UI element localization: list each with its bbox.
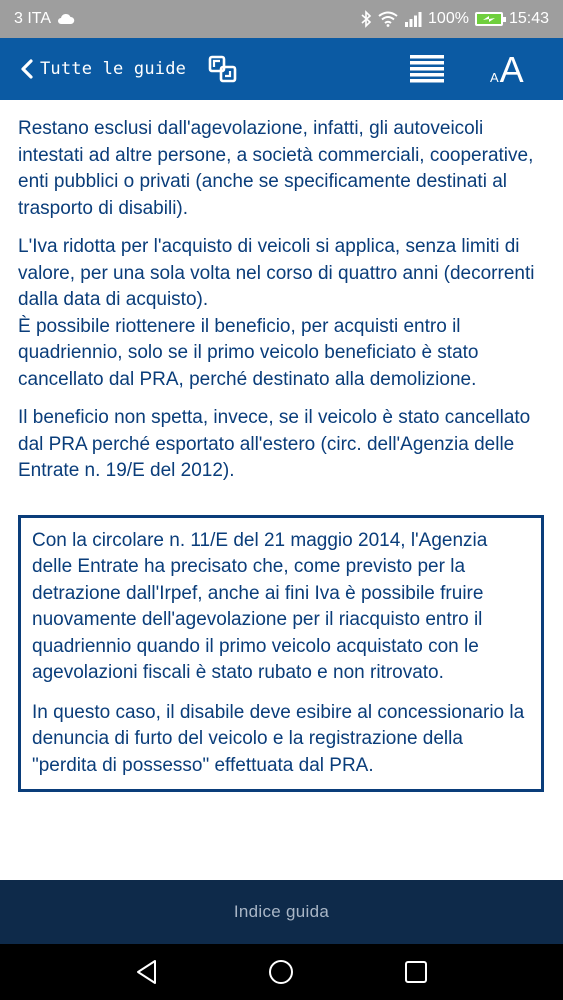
status-bar — [0, 0, 563, 38]
carrier-label: 3 ITA — [14, 10, 52, 27]
paragraph-benefit-not-due: Il beneficio non spetta, invece, se il veicolo è stato cancellato dal PRA perché esportato all'estero (circ. dell'Agenzia delle Entrate n. 19/E del 2012). — [18, 407, 531, 481]
back-label: Tutte le guide — [40, 59, 187, 79]
font-size-icon[interactable] — [490, 48, 524, 88]
battery-charging-icon — [475, 12, 503, 26]
guide-content — [0, 100, 563, 880]
back-to-guides-button[interactable] — [20, 59, 186, 79]
guide-index-label: Indice guida — [233, 902, 330, 921]
font-large-glyph: A — [499, 49, 524, 90]
wifi-icon — [378, 11, 398, 27]
cloud-icon — [57, 13, 75, 25]
status-right — [360, 10, 549, 28]
paragraph-excluded-vehicles: Restano esclusi dall'agevolazione, infatti, gli autoveicoli intestati ad altre persone, a società commerciali, cooperative, enti pubblici o privati (anche se specificamente destinati al trasporto di disabili). — [18, 118, 534, 219]
app-header — [0, 38, 563, 100]
note-paragraph-theft: In questo caso, il disabile deve esibire al concessionario la denuncia di furto del veicolo e la registrazione della "perdita di possesso" effettuata dal PRA. — [32, 701, 525, 776]
bluetooth-icon — [360, 10, 372, 28]
home-circle-icon[interactable] — [267, 958, 295, 986]
paragraph-benefit-again: È possibile riottenere il beneficio, per acquisti entro il quadriennio, solo se il primo veicolo beneficiato è stato cancellato dal PRA, perché destinato alla demolizione. — [18, 315, 479, 390]
back-triangle-icon[interactable] — [133, 958, 161, 986]
paragraph-iva-reduced: L'Iva ridotta per l'acquisto di veicoli si applica, senza limiti di valore, per una sola volta nel corso di quattro anni (decorrenti dalla data di acquisto). — [18, 236, 535, 310]
menu-icon[interactable] — [410, 55, 444, 83]
note-box — [18, 515, 544, 793]
signal-icon — [404, 11, 422, 27]
battery-percent: 100% — [428, 10, 469, 27]
note-paragraph-circular: Con la circolare n. 11/E del 21 maggio 2014, l'Agenzia delle Entrate ha precisato che, come previsto per la detrazione dall'Irpef, anche ai fini Iva è possibile fruire nuovamente dell'agevolazione per il riacquisto entro il quadriennio quando il primo veicolo acquistato con le agevolazioni fiscali è stato rubato e non ritrovato. — [32, 529, 488, 683]
font-small-glyph: A — [490, 70, 499, 85]
guide-index-button[interactable] — [0, 880, 563, 944]
clock: 15:43 — [508, 10, 549, 27]
recents-square-icon[interactable] — [402, 958, 430, 986]
chevron-left-icon — [20, 59, 34, 79]
share-icon[interactable] — [208, 54, 238, 84]
status-left — [14, 10, 75, 28]
system-nav-bar — [0, 944, 563, 1000]
